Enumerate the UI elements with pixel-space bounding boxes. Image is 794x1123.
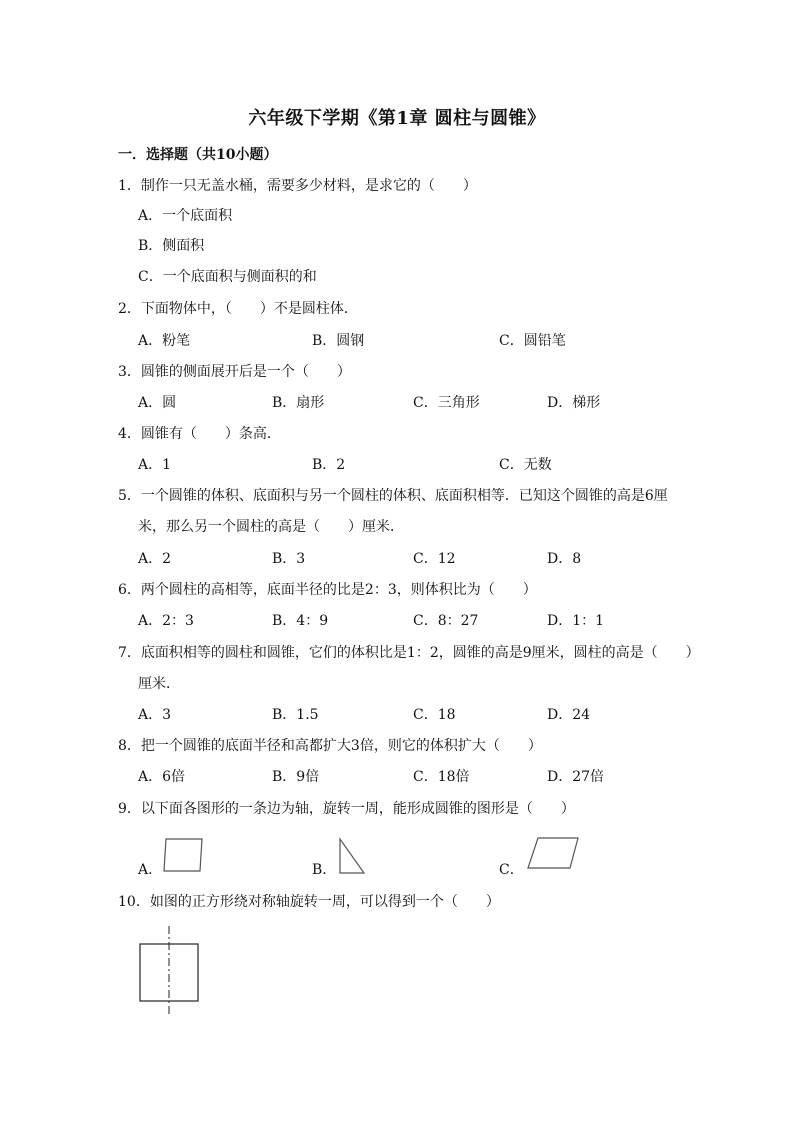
q8-option-b: B．9倍 (272, 769, 320, 785)
question-8-stem: 8．把一个圆锥的底面半径和高都扩大3倍，则它的体积扩大（ ） (118, 738, 542, 754)
q9-option-a: A． (138, 862, 163, 878)
q1-option-b: B．侧面积 (138, 238, 205, 254)
question-7-stem: 7．底面积相等的圆柱和圆锥，它们的体积比是1：2，圆锥的高是9厘米，圆柱的高是（ ） (118, 645, 700, 661)
q2-option-a: A．粉笔 (138, 333, 191, 349)
q3-option-c: C．三角形 (413, 395, 480, 411)
q5-option-d: D．8 (547, 551, 582, 567)
q7-option-c: C．18 (413, 707, 456, 723)
q4-option-a: A．1 (138, 457, 172, 473)
q7-option-d: D．24 (547, 707, 591, 723)
q8-option-c: C．18倍 (413, 769, 470, 785)
q8-option-d: D．27倍 (547, 769, 605, 785)
q5-option-b: B．3 (272, 551, 306, 567)
q5-option-c: C．12 (413, 551, 456, 567)
right-triangle-figure-icon (336, 836, 368, 878)
question-2-stem: 2．下面物体中，（ ）不是圆柱体． (118, 301, 358, 317)
q1-option-c: C．一个底面积与侧面积的和 (138, 269, 317, 285)
q8-option-a: A．6倍 (138, 769, 186, 785)
q6-option-c: C．8：27 (413, 613, 479, 629)
question-5-stem: 5．一个圆锥的体积、底面积与另一个圆柱的体积、底面积相等．已知这个圆锥的高是6厘 (118, 488, 668, 504)
q7-option-a: A．3 (138, 707, 172, 723)
q1-option-a: A．一个底面积 (138, 208, 233, 224)
q3-option-b: B．扇形 (272, 395, 325, 411)
question-1-stem: 1．制作一只无盖水桶，需要多少材料，是求它的（ ） (118, 178, 477, 194)
parallelogram-figure-icon (524, 834, 584, 874)
q3-option-a: A．圆 (138, 395, 177, 411)
question-3-stem: 3．圆锥的侧面展开后是一个（ ） (118, 364, 351, 380)
q5-option-a: A．2 (138, 551, 172, 567)
question-7-stem-cont: 厘米． (138, 676, 180, 692)
q9-option-c: C． (499, 862, 524, 878)
question-4-stem: 4．圆锥有（ ）条高． (118, 426, 281, 442)
q9-option-b: B． (312, 862, 337, 878)
square-figure-icon (160, 835, 206, 877)
question-9-stem: 9．以下面各图形的一条边为轴，旋转一周，能形成圆锥的图形是（ ） (118, 801, 575, 817)
question-5-stem-cont: 米，那么另一个圆柱的高是（ ）厘米． (138, 519, 404, 535)
question-6-stem: 6．两个圆柱的高相等，底面半径的比是2：3，则体积比为（ ） (118, 582, 537, 598)
square-with-axis-figure-icon (134, 924, 206, 1016)
page-title: 六年级下学期《第1章 圆柱与圆锥》 (248, 108, 546, 129)
q6-option-a: A．2：3 (138, 613, 194, 629)
question-10-stem: 10．如图的正方形绕对称轴旋转一周，可以得到一个（ ） (118, 894, 500, 910)
q6-option-b: B．4：9 (272, 613, 329, 629)
q3-option-d: D．梯形 (547, 395, 601, 411)
q4-option-b: B．2 (312, 457, 346, 473)
q6-option-d: D．1：1 (547, 613, 605, 629)
section-heading: 一．选择题（共10小题） (118, 147, 278, 163)
q2-option-b: B．圆钢 (312, 333, 365, 349)
q7-option-b: B．1.5 (272, 707, 319, 723)
q4-option-c: C．无数 (499, 457, 552, 473)
q2-option-c: C．圆铅笔 (499, 333, 566, 349)
